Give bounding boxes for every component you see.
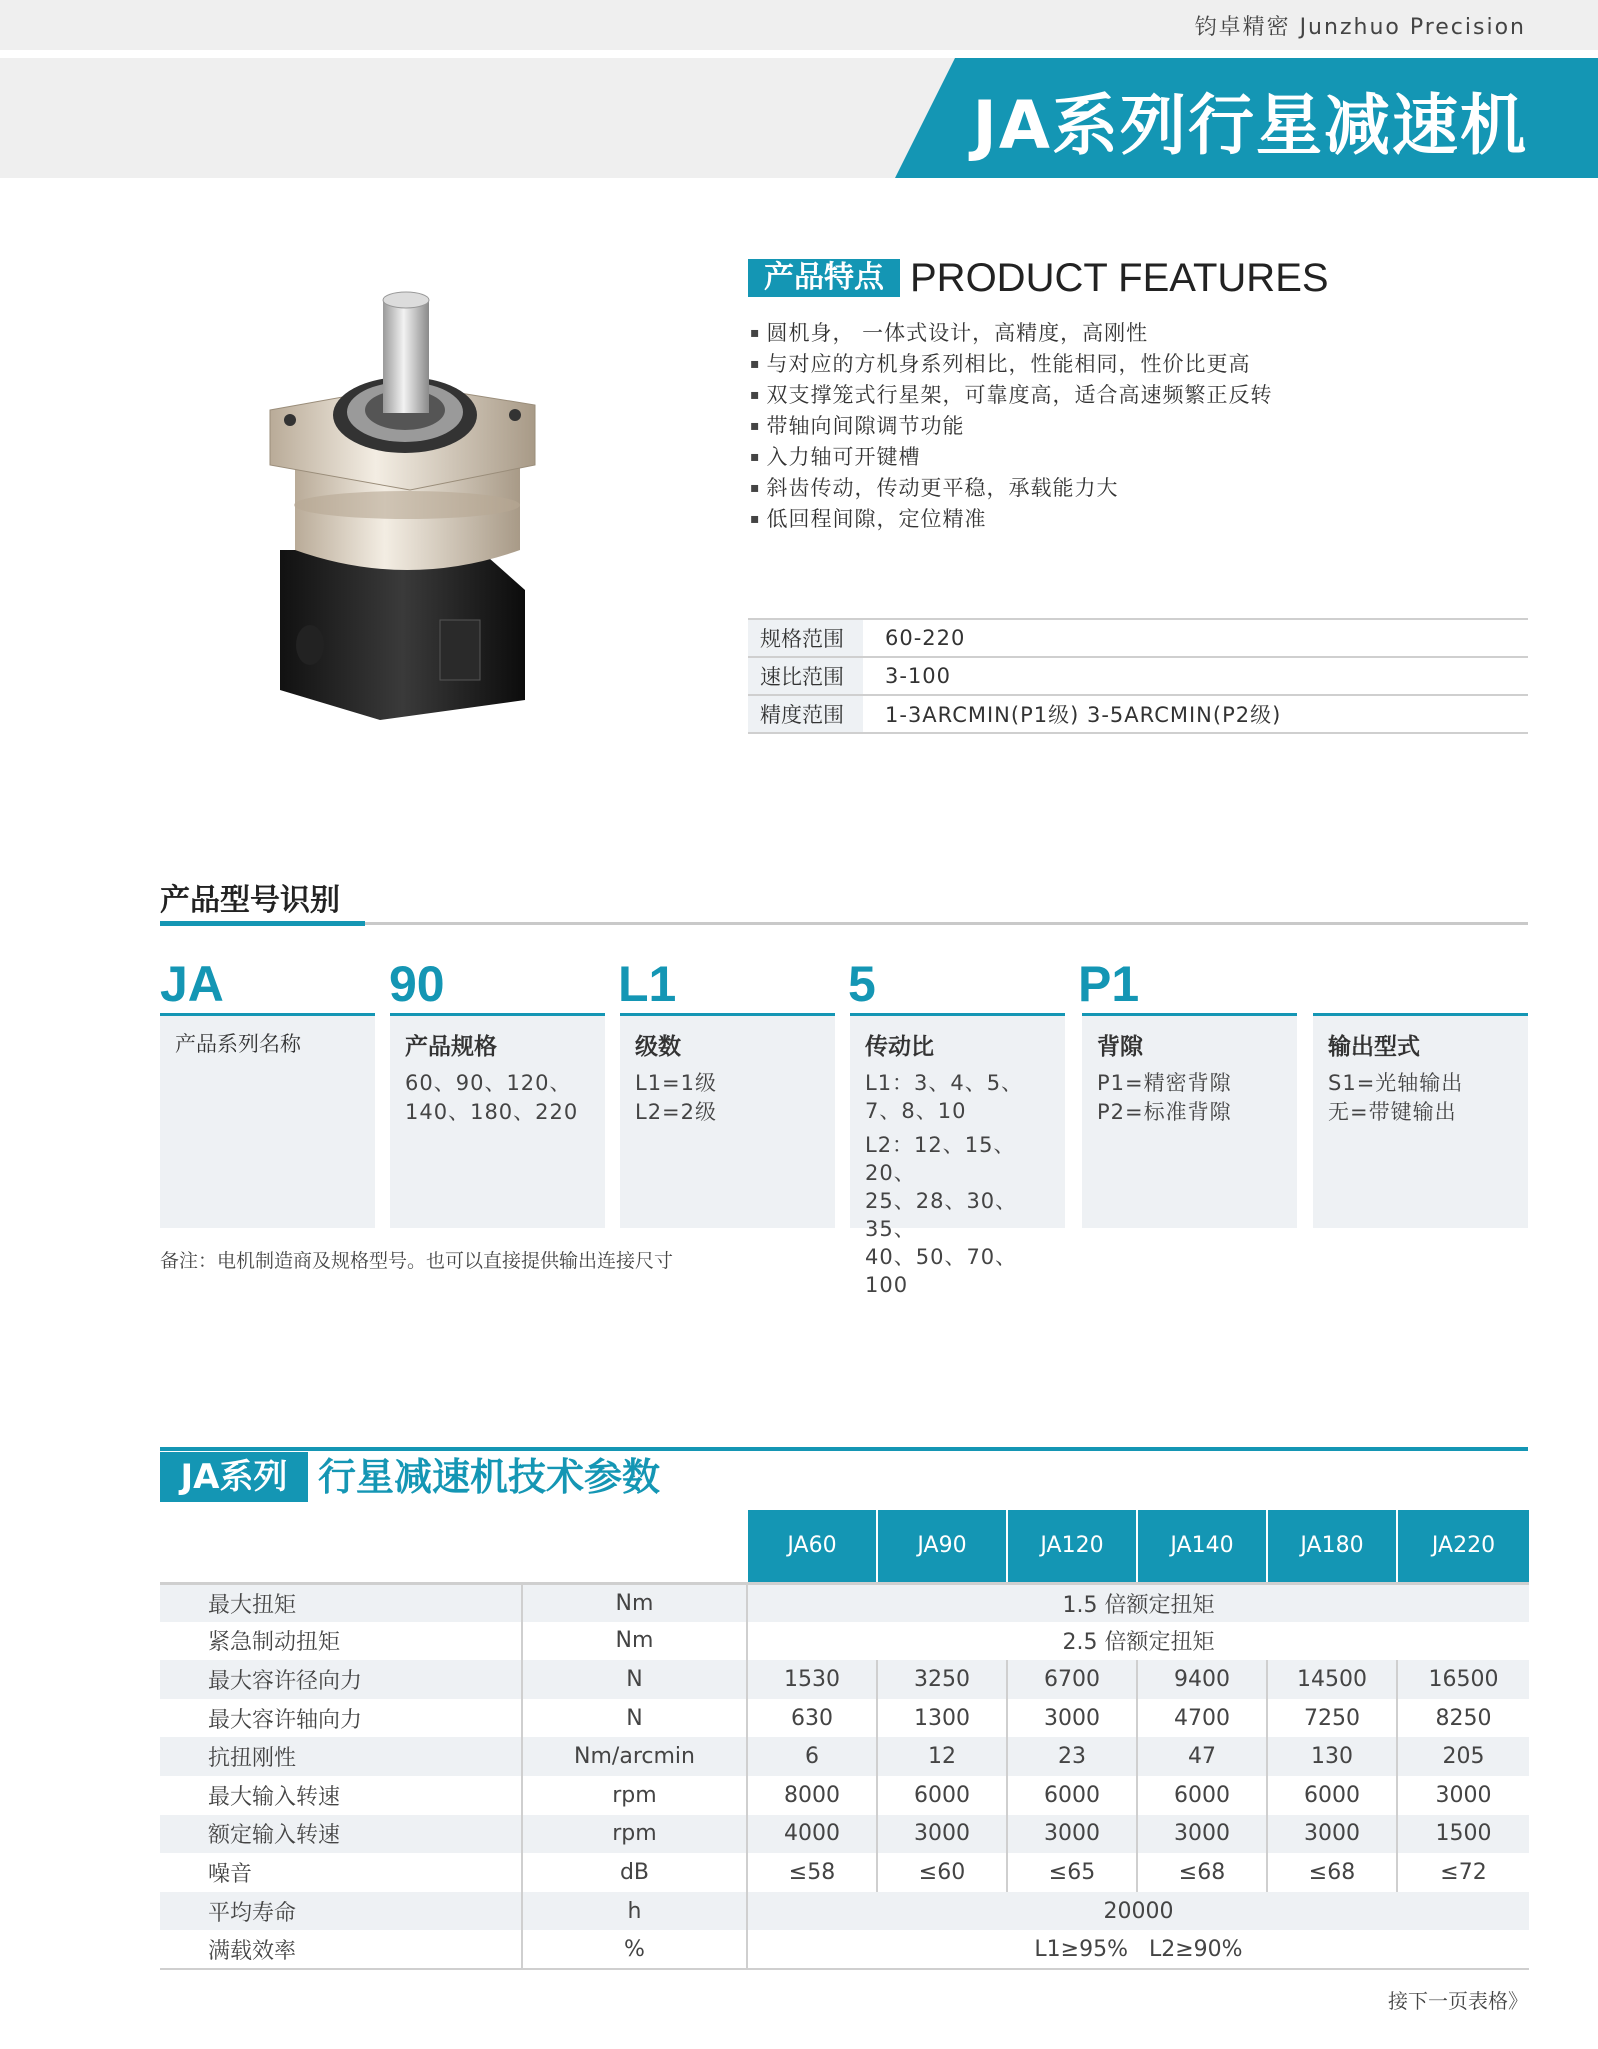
param-unit: Nm — [522, 1622, 747, 1661]
section-divider-accent — [160, 921, 365, 926]
param-name: 额定输入转速 — [160, 1815, 522, 1854]
param-value: 3000 — [1137, 1815, 1267, 1854]
param-name: 噪音 — [208, 1861, 253, 1887]
model-box-label: 传动比 — [865, 1034, 934, 1060]
model-box-label: 级数 — [635, 1034, 681, 1060]
param-name: 抗扭刚性 — [160, 1737, 522, 1776]
model-box-value — [1328, 1069, 1513, 1127]
model-box-value — [405, 1069, 590, 1127]
param-name: 满载效率 — [160, 1930, 522, 1969]
param-name: 最大容许轴向力 — [208, 1707, 363, 1733]
next-page-note: 接下一页表格》 — [1388, 1989, 1528, 2013]
tech-section-title: 行星减速机技术参数 — [318, 1455, 661, 1499]
model-box-ratio — [850, 1013, 1065, 1297]
spec-row — [748, 657, 1528, 695]
value-line: 140、180、220 — [405, 1100, 579, 1124]
param-unit: rpm — [522, 1776, 747, 1815]
model-box-label: 产品系列名称 — [175, 1032, 301, 1056]
tech-tag: JA系列 — [160, 1452, 308, 1502]
param-value: ≤65 — [1007, 1853, 1137, 1892]
param-unit: N — [522, 1699, 747, 1738]
param-value: ≤68 — [1267, 1853, 1397, 1892]
param-value: ≤58 — [747, 1853, 877, 1892]
param-value: 3000 — [1397, 1776, 1529, 1815]
value-line: 无=带键输出 — [1328, 1100, 1457, 1124]
table-row — [160, 1583, 1529, 1622]
param-unit: h — [522, 1892, 747, 1931]
param-value: 12 — [877, 1737, 1007, 1776]
model-column-header: JA120 — [1007, 1510, 1137, 1583]
param-unit: % — [522, 1930, 747, 1969]
table-row — [160, 1660, 1529, 1699]
features-title-en: PRODUCT FEATURES — [910, 255, 1329, 300]
value-line: P2=标准背隙 — [1097, 1100, 1232, 1124]
param-value: 3000 — [877, 1815, 1007, 1854]
spec-value: 60-220 — [863, 619, 1528, 657]
feature-item: ▪ 入力轴可开键槽 — [750, 442, 1273, 473]
spec-key: 精度范围 — [748, 695, 863, 733]
table-row — [160, 1853, 1529, 1892]
value-line: L2：12、15、20、 — [865, 1133, 1016, 1185]
table-row — [160, 1699, 1529, 1738]
param-name: 平均寿命 — [160, 1892, 522, 1931]
model-box-label: 背隙 — [1097, 1034, 1143, 1060]
param-value: 6000 — [877, 1776, 1007, 1815]
param-value: 1.5 倍额定扭矩 — [747, 1583, 1529, 1622]
spec-value: 3-100 — [863, 657, 1528, 695]
model-box-label: 产品规格 — [405, 1034, 497, 1060]
table-row — [160, 1930, 1529, 1969]
tech-divider — [160, 1447, 1528, 1451]
param-unit: Nm/arcmin — [522, 1737, 747, 1776]
value-line: 7、8、10 — [865, 1099, 967, 1123]
model-box-stage — [620, 1013, 835, 1228]
param-value: 4000 — [747, 1815, 877, 1854]
spec-key: 速比范围 — [748, 657, 863, 695]
param-name: 最大扭矩 — [160, 1583, 522, 1622]
spec-row — [748, 619, 1528, 657]
header-blank — [160, 1510, 522, 1583]
table-row — [160, 1622, 1529, 1661]
model-code-backlash: P1 — [1078, 956, 1140, 1012]
features-tag: 产品特点 — [748, 259, 900, 297]
feature-item: ▪ 低回程间隙，定位精准 — [750, 504, 1273, 535]
value-line: S1=光轴输出 — [1328, 1071, 1464, 1095]
param-value: 3250 — [877, 1660, 1007, 1699]
model-column-header: JA90 — [877, 1510, 1007, 1583]
model-box-size — [390, 1013, 605, 1228]
spec-range-table — [748, 618, 1528, 734]
model-section-title: 产品型号识别 — [160, 883, 340, 918]
model-column-header: JA180 — [1267, 1510, 1397, 1583]
param-value: 6700 — [1007, 1660, 1137, 1699]
spec-value: 1-3ARCMIN(P1级) 3-5ARCMIN(P2级) — [863, 695, 1528, 733]
param-value: 1500 — [1397, 1815, 1529, 1854]
param-unit: N — [522, 1660, 747, 1699]
value-line: 60、90、120、 — [405, 1071, 572, 1095]
table-row — [160, 1776, 1529, 1815]
param-value: 14500 — [1267, 1660, 1397, 1699]
header-blank — [522, 1510, 747, 1583]
param-value: 9400 — [1137, 1660, 1267, 1699]
model-box-value — [635, 1069, 820, 1127]
model-box-label: 输出型式 — [1328, 1034, 1420, 1060]
model-code-ratio: 5 — [848, 956, 876, 1012]
param-value: 130 — [1267, 1737, 1397, 1776]
param-value: 6 — [747, 1737, 877, 1776]
param-value: 2.5 倍额定扭矩 — [747, 1622, 1529, 1661]
table-header-row — [160, 1510, 1529, 1583]
param-value: 7250 — [1267, 1699, 1397, 1738]
gearbox-product-image — [260, 290, 550, 720]
table-row — [160, 1815, 1529, 1854]
param-value: 8000 — [747, 1776, 877, 1815]
model-box-value — [1097, 1069, 1282, 1127]
model-code-size: 90 — [389, 956, 445, 1012]
feature-item: ▪ 斜齿传动，传动更平稳，承载能力大 — [750, 473, 1273, 504]
param-value: ≤60 — [877, 1853, 1007, 1892]
param-value: 23 — [1007, 1737, 1137, 1776]
param-value: 1300 — [877, 1699, 1007, 1738]
tech-parameter-table — [160, 1510, 1529, 1970]
param-value: 6000 — [1137, 1776, 1267, 1815]
feature-list — [750, 318, 1273, 535]
param-value: ≤68 — [1137, 1853, 1267, 1892]
table-row — [160, 1892, 1529, 1931]
param-unit: Nm — [522, 1583, 747, 1622]
param-value: 16500 — [1397, 1660, 1529, 1699]
value-line: 25、28、30、35、 — [865, 1189, 1018, 1241]
value-line: P1=精密背隙 — [1097, 1071, 1232, 1095]
value-line: L2=2级 — [635, 1100, 718, 1124]
param-value: 3000 — [1007, 1699, 1137, 1738]
feature-item: ▪ 带轴向间隙调节功能 — [750, 411, 1273, 442]
company-name: 钧卓精密 Junzhuo Precision — [1194, 15, 1526, 40]
value-line: L1=1级 — [635, 1071, 718, 1095]
feature-item: ▪ 圆机身， 一体式设计，高精度，高刚性 — [750, 318, 1273, 349]
model-box-backlash — [1082, 1013, 1297, 1228]
features-heading — [748, 255, 1329, 300]
param-value: 6000 — [1007, 1776, 1137, 1815]
param-value: 630 — [747, 1699, 877, 1738]
feature-item: ▪ 与对应的方机身系列相比，性能相同，性价比更高 — [750, 349, 1273, 380]
model-column-header: JA220 — [1397, 1510, 1529, 1583]
param-value: 3000 — [1267, 1815, 1397, 1854]
page-title: JA系列行星减速机 — [972, 87, 1528, 164]
param-value: 6000 — [1267, 1776, 1397, 1815]
model-code-stage: L1 — [618, 956, 677, 1012]
param-value: 1530 — [747, 1660, 877, 1699]
model-box-output — [1313, 1013, 1528, 1228]
value-line: 40、50、70、100 — [865, 1245, 1018, 1297]
value-line: L1：3、4、5、 — [865, 1071, 1024, 1095]
param-unit: rpm — [522, 1815, 747, 1854]
param-value: ≤72 — [1397, 1853, 1529, 1892]
model-column-header: JA140 — [1137, 1510, 1267, 1583]
param-value: 3000 — [1007, 1815, 1137, 1854]
table-row — [160, 1737, 1529, 1776]
param-name: 最大输入转速 — [208, 1784, 341, 1810]
model-box-value — [865, 1131, 1050, 1299]
model-note: 备注：电机制造商及规格型号。也可以直接提供输出连接尺寸 — [160, 1250, 674, 1272]
model-box-series — [160, 1013, 375, 1228]
param-name: 最大容许径向力 — [160, 1660, 522, 1699]
param-value: 205 — [1397, 1737, 1529, 1776]
model-box-value — [865, 1069, 1050, 1125]
param-value: 8250 — [1397, 1699, 1529, 1738]
model-column-header: JA60 — [747, 1510, 877, 1583]
param-value: 47 — [1137, 1737, 1267, 1776]
param-name: 紧急制动扭矩 — [208, 1630, 341, 1656]
section-divider — [160, 922, 1528, 925]
param-value: L1≥95% L2≥90% — [747, 1930, 1529, 1969]
param-value: 4700 — [1137, 1699, 1267, 1738]
spec-row — [748, 695, 1528, 733]
feature-item: ▪ 双支撑笼式行星架，可靠度高，适合高速频繁正反转 — [750, 380, 1273, 411]
model-code-series: JA — [160, 956, 224, 1012]
spec-key: 规格范围 — [748, 619, 863, 657]
param-value: 20000 — [747, 1892, 1529, 1931]
param-unit: dB — [522, 1853, 747, 1892]
